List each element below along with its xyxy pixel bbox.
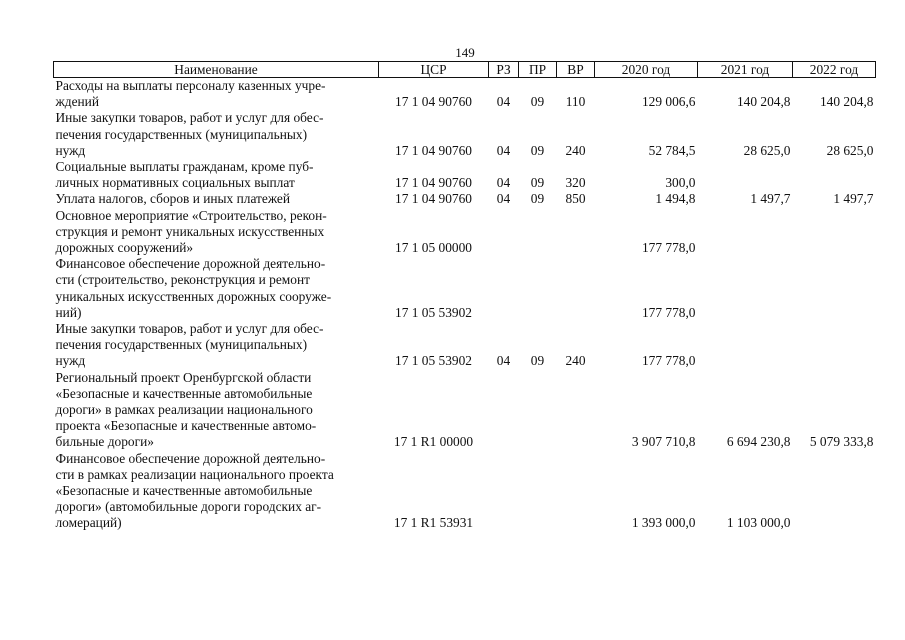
- cell-y2022: [793, 159, 876, 191]
- cell-rz: 04: [496, 353, 511, 369]
- cell-name: [54, 208, 379, 257]
- row-name-line: печения государственных (муниципальных): [55, 337, 308, 353]
- cell-pr: [519, 208, 557, 257]
- budget-table: [53, 61, 876, 532]
- cell-name: [54, 370, 379, 451]
- row-name-line: Основное мероприятие «Строительство, рекон-: [55, 207, 327, 223]
- table-row: [54, 110, 876, 159]
- cell-y2020: 52 784,5: [648, 142, 696, 158]
- cell-vr: [557, 370, 595, 451]
- cell-pr: 09: [530, 191, 545, 207]
- cell-y2022: [793, 321, 876, 370]
- cell-name: [54, 451, 379, 532]
- cell-y2021: 1 497,7: [750, 191, 791, 207]
- cell-y2022: 1 497,7: [833, 191, 874, 207]
- cell-y2021: 6 694 230,8: [726, 434, 791, 450]
- cell-y2020: 177 778,0: [641, 240, 696, 256]
- table-row: [54, 208, 876, 257]
- page-number: 149: [455, 45, 475, 60]
- row-name-line: уникальных искусственных дорожных сооруже-: [55, 288, 332, 304]
- cell-vr: [557, 208, 595, 257]
- cell-pr: [519, 256, 557, 321]
- col-header-vr: ВР: [557, 62, 595, 78]
- table-row: [54, 451, 876, 532]
- cell-csr: 17 1 04 90760: [395, 142, 472, 158]
- cell-y2020: 300,0: [665, 175, 696, 191]
- table-body: [54, 78, 876, 532]
- cell-pr: [519, 370, 557, 451]
- col-header-rz: РЗ: [489, 62, 519, 78]
- cell-csr: 17 1 R1 00000: [393, 434, 474, 450]
- cell-name: [54, 110, 379, 159]
- row-name-line: Иные закупки товаров, работ и услуг для обес-: [55, 110, 324, 126]
- table-header: [54, 62, 876, 78]
- cell-y2021: 140 204,8: [736, 94, 791, 110]
- cell-csr: 17 1 05 00000: [395, 240, 472, 256]
- table-row: [54, 321, 876, 370]
- row-name-line: дорожных сооружений»: [55, 240, 194, 256]
- col-header-name: Наименование: [54, 62, 379, 78]
- row-name-line: Уплата налогов, сборов и иных платежей: [55, 191, 291, 207]
- cell-rz: [489, 370, 519, 451]
- cell-rz: [489, 208, 519, 257]
- cell-name: [54, 159, 379, 191]
- row-name-line: сти (строительство, реконструкция и ремонт: [55, 272, 310, 288]
- cell-y2022: [793, 208, 876, 257]
- cell-vr: 320: [565, 175, 586, 191]
- row-name-line: Финансовое обеспечение дорожной деятельно-: [55, 256, 326, 272]
- cell-y2021: [698, 321, 793, 370]
- col-header-2022: 2022 год: [793, 62, 876, 78]
- cell-y2022: 140 204,8: [819, 94, 874, 110]
- row-name-line: Региональный проект Оренбургской области: [55, 369, 312, 385]
- table-row: [54, 191, 876, 207]
- cell-rz: 04: [496, 94, 511, 110]
- col-header-pr: ПР: [519, 62, 557, 78]
- cell-csr: 17 1 05 53902: [395, 353, 472, 369]
- row-name-line: печения государственных (муниципальных): [55, 126, 308, 142]
- cell-pr: 09: [530, 94, 545, 110]
- cell-y2022: [793, 451, 876, 532]
- cell-pr: 09: [530, 142, 545, 158]
- cell-vr: [557, 451, 595, 532]
- row-name-line: дороги» (автомобильные дороги городских аг-: [55, 499, 322, 515]
- cell-csr: 17 1 04 90760: [395, 94, 472, 110]
- row-name-line: сти в рамках реализации национального проекта: [55, 466, 334, 482]
- cell-y2020: 129 006,6: [641, 94, 696, 110]
- cell-pr: 09: [530, 175, 545, 191]
- cell-y2020: 3 907 710,8: [631, 434, 696, 450]
- cell-rz: [489, 451, 519, 532]
- cell-y2022: 28 625,0: [826, 142, 874, 158]
- cell-rz: [489, 256, 519, 321]
- cell-vr: 850: [565, 191, 586, 207]
- cell-y2021: [698, 208, 793, 257]
- cell-rz: 04: [496, 142, 511, 158]
- cell-vr: 110: [565, 94, 586, 110]
- row-name-line: нужд: [55, 353, 86, 369]
- row-name-line: струкция и ремонт уникальных искусственных: [55, 223, 325, 239]
- row-name-line: «Безопасные и качественные автомобильные: [55, 483, 313, 499]
- row-name-line: Финансовое обеспечение дорожной деятельно-: [55, 450, 326, 466]
- table-row: [54, 256, 876, 321]
- cell-y2021: [698, 159, 793, 191]
- cell-name: [54, 191, 379, 207]
- table-row: [54, 370, 876, 451]
- cell-name: [54, 321, 379, 370]
- row-name-line: Иные закупки товаров, работ и услуг для обес-: [55, 321, 324, 337]
- cell-name: [54, 256, 379, 321]
- row-name-line: Социальные выплаты гражданам, кроме пуб-: [55, 159, 314, 175]
- cell-csr: 17 1 04 90760: [395, 191, 472, 207]
- row-name-line: нужд: [55, 142, 86, 158]
- row-name-line: бильные дороги»: [55, 434, 154, 450]
- cell-pr: 09: [530, 353, 545, 369]
- cell-csr: 17 1 R1 53931: [393, 515, 474, 531]
- col-header-csr: ЦСР: [379, 62, 489, 78]
- cell-y2020: 1 393 000,0: [631, 515, 696, 531]
- cell-y2022: [793, 256, 876, 321]
- row-name-line: ждений: [55, 94, 100, 110]
- row-name-line: ломераций): [55, 515, 122, 531]
- cell-vr: 240: [565, 142, 586, 158]
- cell-vr: 240: [565, 353, 586, 369]
- row-name-line: проекта «Безопасные и качественные автомо-: [55, 418, 317, 434]
- cell-name: [54, 78, 379, 111]
- row-name-line: личных нормативных социальных выплат: [55, 175, 295, 191]
- cell-y2020: 177 778,0: [641, 353, 696, 369]
- cell-csr: 17 1 05 53902: [395, 304, 472, 320]
- cell-csr: 17 1 04 90760: [395, 175, 472, 191]
- row-name-line: ний): [55, 304, 82, 320]
- cell-rz: 04: [496, 175, 511, 191]
- cell-pr: [519, 451, 557, 532]
- cell-y2021: 1 103 000,0: [726, 515, 791, 531]
- cell-rz: 04: [496, 191, 511, 207]
- col-header-2020: 2020 год: [595, 62, 698, 78]
- cell-y2021: [698, 256, 793, 321]
- cell-y2022: 5 079 333,8: [809, 434, 874, 450]
- table-row: [54, 159, 876, 191]
- cell-y2021: 28 625,0: [743, 142, 791, 158]
- row-name-line: Расходы на выплаты персоналу казенных учре-: [55, 78, 326, 93]
- row-name-line: «Безопасные и качественные автомобильные: [55, 385, 313, 401]
- cell-y2020: 1 494,8: [655, 191, 696, 207]
- row-name-line: дороги» в рамках реализации национального: [55, 402, 313, 418]
- cell-y2020: 177 778,0: [641, 304, 696, 320]
- col-header-2021: 2021 год: [698, 62, 793, 78]
- table-row: [54, 78, 876, 111]
- cell-vr: [557, 256, 595, 321]
